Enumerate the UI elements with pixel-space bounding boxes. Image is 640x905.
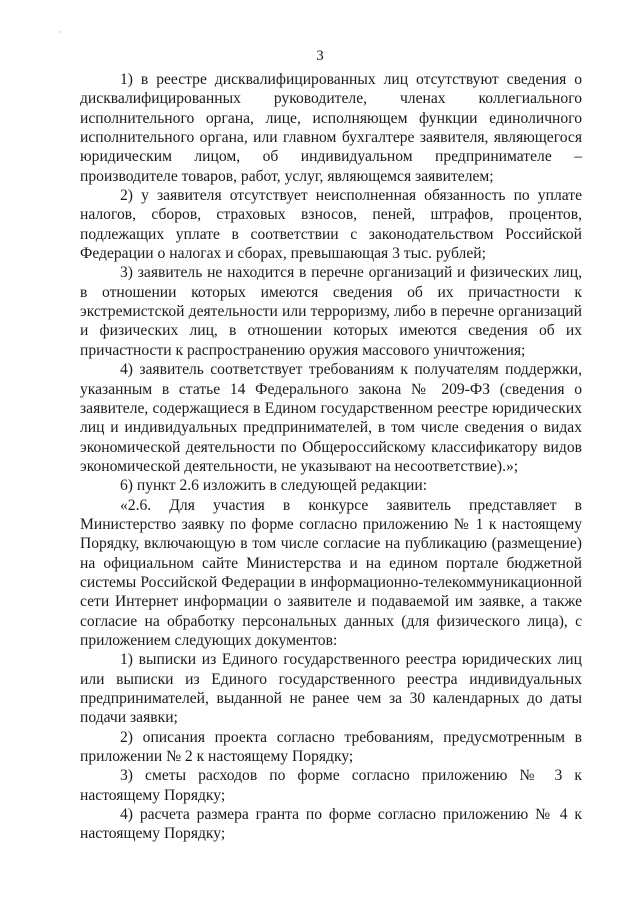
paragraph-support-requirements: 4) заявитель соответствует требованиям к получателям поддержки, указанным в статье 14 Федерального закона № 209-ФЗ (сведения о заявителе, содержащиеся в Едином государственном реестре юридических лиц и индивидуальных предпринимателей, в том числе сведения о видах экономической деятельности по Общероссийскому классификатору видов экономической деятельности, не указывают на несоответствие).»;: [80, 361, 582, 475]
paragraph-clause-2-6-intro: 6) пункт 2.6 изложить в следующей редакции:: [120, 477, 428, 495]
paragraph-cost-estimate: 3) сметы расходов по форме согласно приложению № 3 к настоящему Порядку;: [80, 767, 582, 804]
paragraph-project-description: 2) описания проекта согласно требованиям, предусмотренным в приложении № 2 к настоящему Порядку;: [80, 728, 582, 766]
page-number: 3: [316, 48, 324, 64]
paragraph-clause-2-6: «2.6. Для участия в конкурсе заявитель представляет в Министерство заявку по форме согласно приложению № 1 к настоящему Порядку, включающую в том числе согласие на публикацию (размещение) на официальном сайте Министерства и на едином портале бюджетной системы Российской Федерации в информационно-телекоммуникационной сети Интернет информации о заявителе и подаваемой им заявке, а также согласие на обработку персональных данных (для физического лица), с приложением следующих документов:: [80, 496, 582, 649]
scan-mark: ·: [58, 27, 61, 37]
paragraph-tax-debt: 2) у заявителя отсутствует неисполненная обязанность по уплате налогов, сборов, страховых взносов, пеней, штрафов, процентов, подлежащих уплате в соответствии с законодательством Российской Федерации о налогах и сборах, превышающая 3 тыс. рублей;: [80, 187, 582, 263]
paragraph-grant-calculation: 4) расчета размера гранта по форме согласно приложению № 4 к настоящему Порядку;: [80, 806, 582, 843]
paragraph-registry-extract: 1) выписки из Единого государственного реестра юридических лиц или выписки из Единого государственного реестра индивидуальных предпринимателей, выданной не ранее чем за 30 календарных до даты подачи заявки;: [80, 651, 582, 727]
paragraph-extremism-list: 3) заявитель не находится в перечне организаций и физических лиц, в отношении которых имеются сведения об их причастности к экстремистской деятельности или терроризму, либо в перечне организаций и физических лиц, в отношении которых имеются сведения об их причастности к распространению оружия массового уничтожения;: [80, 264, 582, 359]
paragraph-disqualified-persons: 1) в реестре дисквалифицированных лиц отсутствуют сведения о дисквалифицированных руководителе, членах коллегиального исполнительного органа, лице, исполняющем функции единоличного исполнительного органа, или главном бухгалтере заявителя, являющегося юридическим лицом, об индивидуальном предпринимателе – производителе товаров, работ, услуг, являющемся заявителем;: [80, 71, 582, 185]
document-body: [80, 70, 582, 844]
